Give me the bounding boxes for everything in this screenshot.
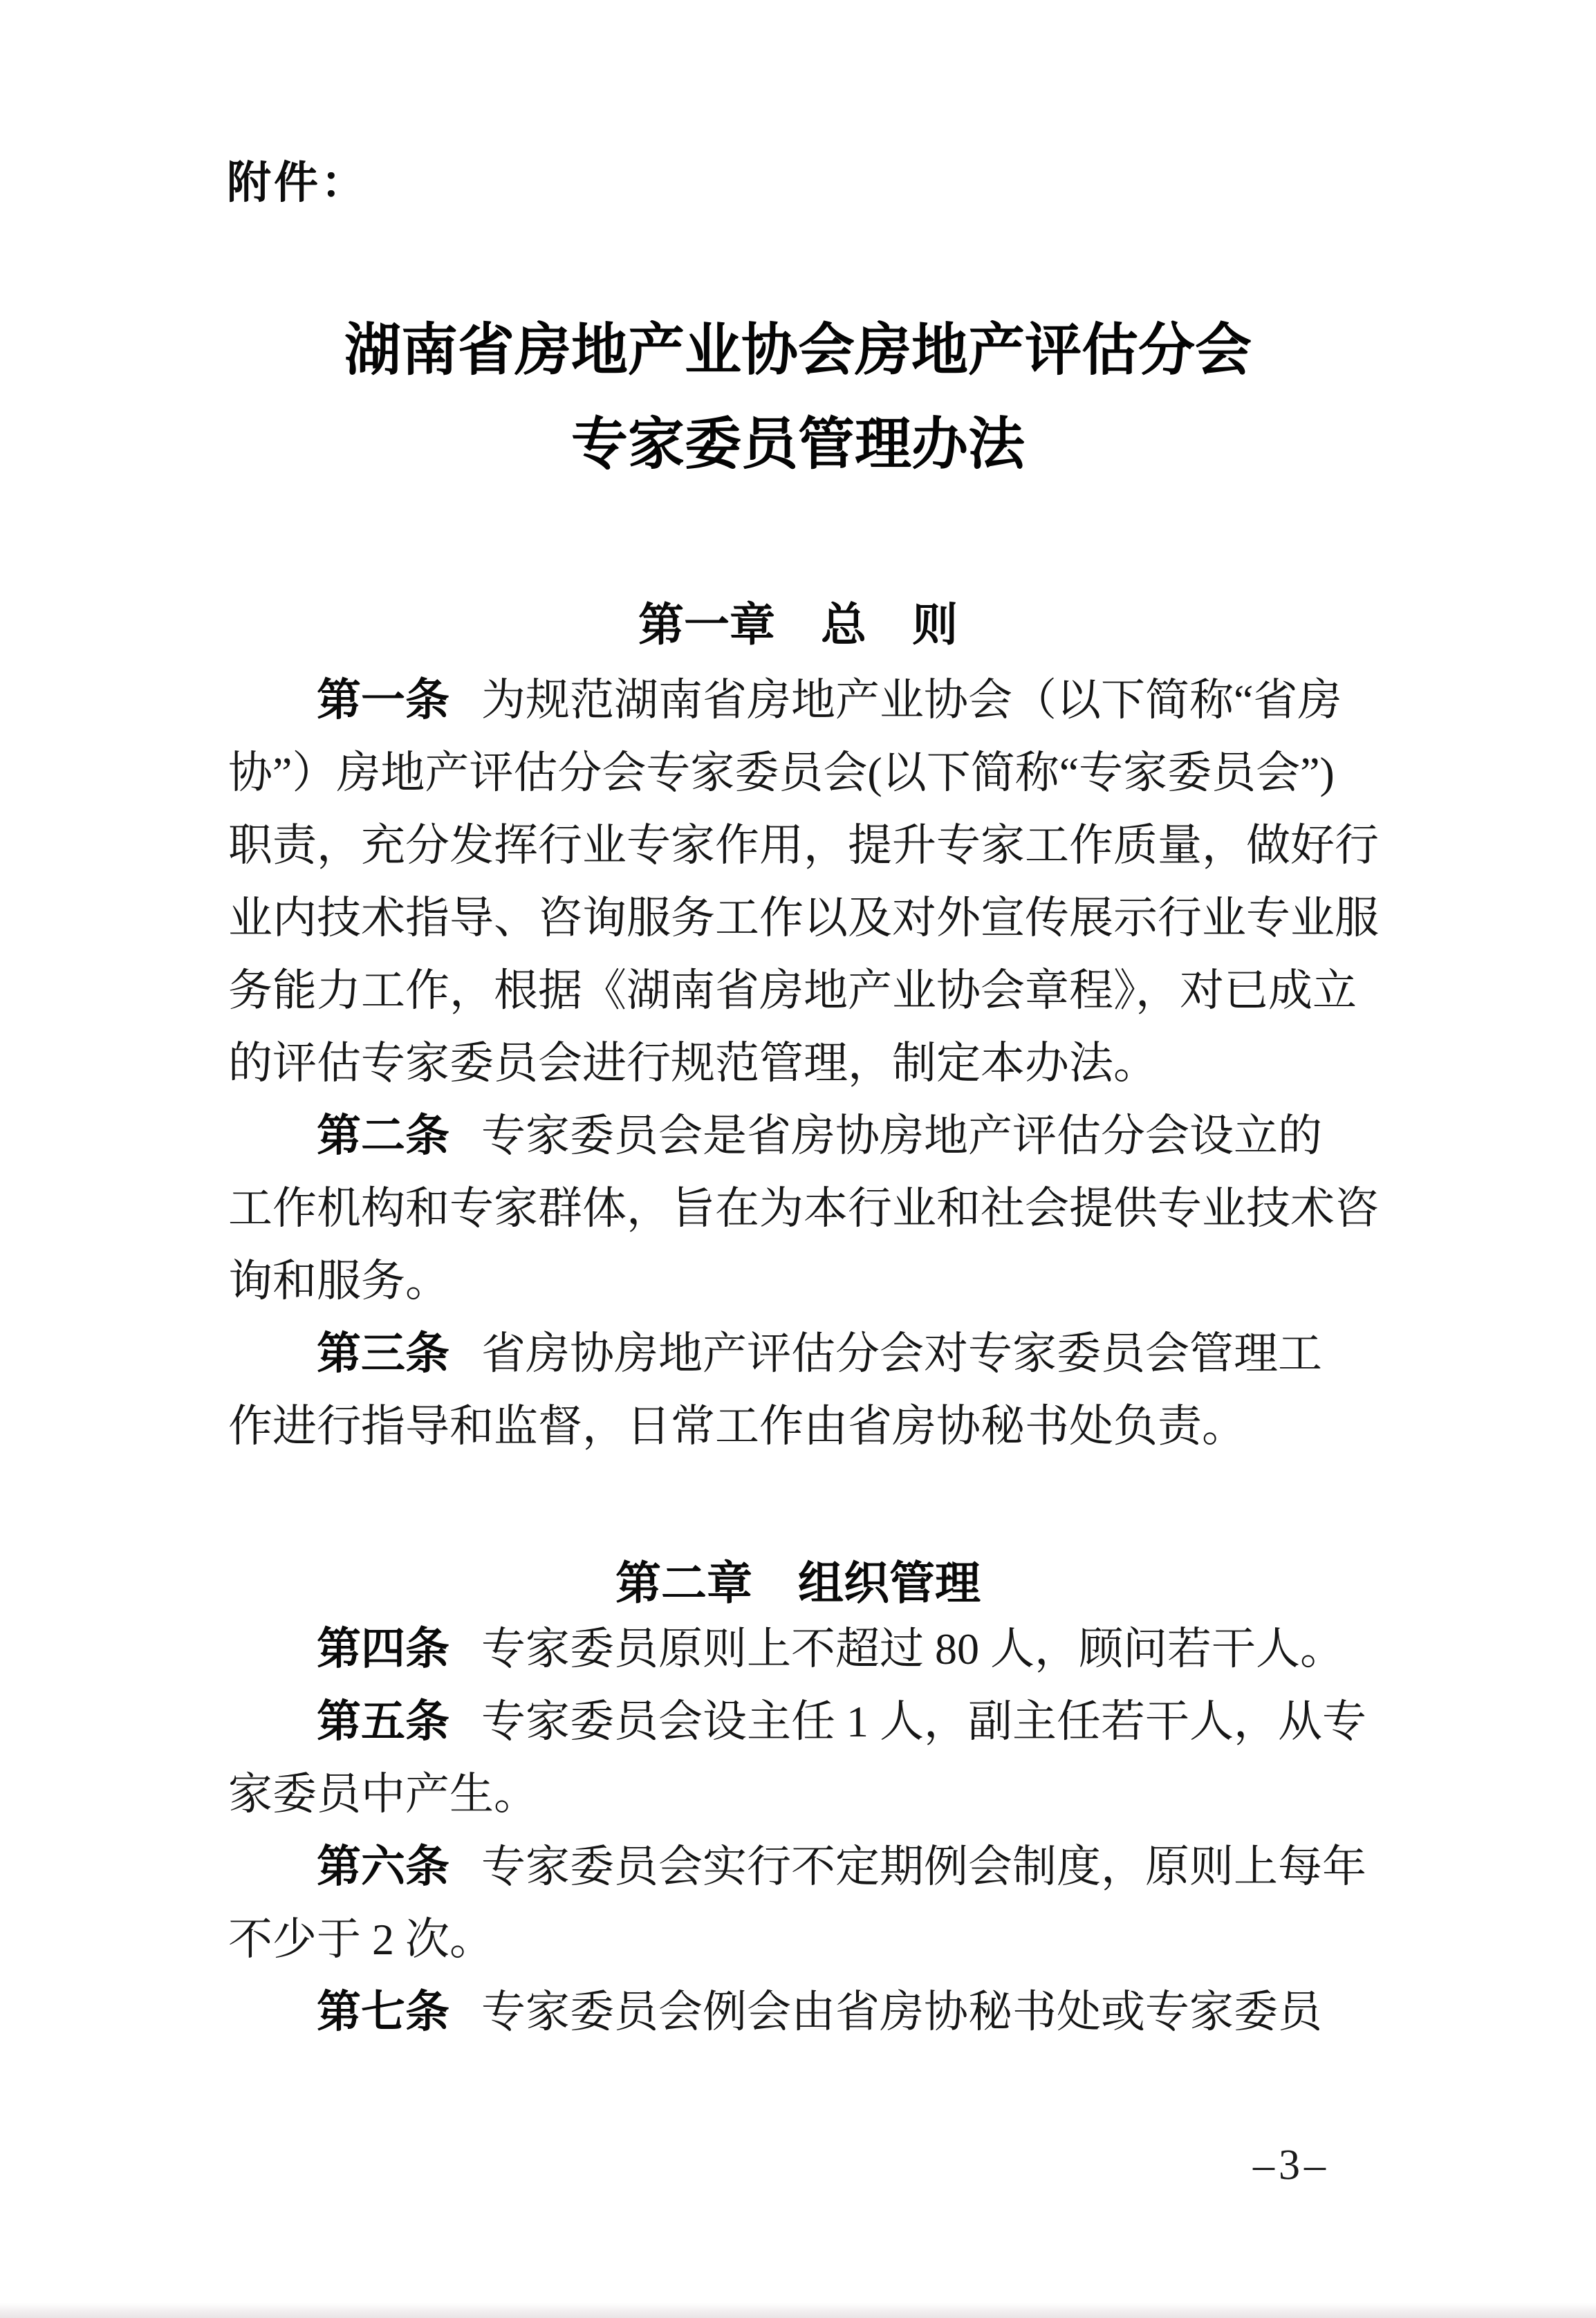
body-line-text: 专家委员会实行不定期例会制度，原则上每年 bbox=[481, 1842, 1366, 1891]
chapter-1-heading: 第一章 总 则 bbox=[638, 600, 958, 651]
article-number-label: 第二条 bbox=[317, 1111, 449, 1160]
body-line bbox=[228, 1172, 1379, 1245]
body-line-text: 专家委员原则上不超过 80 人，顾问若干人。 bbox=[481, 1624, 1344, 1673]
body-line-text: 为规范湖南省房地产业协会（以下简称“省房 bbox=[481, 676, 1342, 725]
body-line-text: 业内技术指导、咨询服务工作以及对外宣传展示行业专业服 bbox=[228, 893, 1379, 943]
body-line bbox=[228, 809, 1379, 882]
article-number-label: 第三条 bbox=[317, 1329, 449, 1378]
body-line bbox=[228, 1027, 1376, 1100]
article-number-label: 第六条 bbox=[317, 1842, 449, 1891]
body-line-text: 的评估专家委员会进行规范管理，制定本办法。 bbox=[228, 1039, 1158, 1088]
article-number-label: 第四条 bbox=[317, 1624, 449, 1673]
body-line-text: 专家委员会是省房协房地产评估分会设立的 bbox=[481, 1111, 1322, 1160]
body-line bbox=[228, 736, 1376, 809]
body-line-text: 询和服务。 bbox=[228, 1257, 449, 1306]
body-line-text: 作进行指导和监督，日常工作由省房协秘书处负责。 bbox=[228, 1402, 1246, 1451]
body-line bbox=[228, 954, 1376, 1027]
chapter-2-heading: 第二章 组织管理 bbox=[615, 1559, 981, 1609]
body-line-text: 务能力工作，根据《湖南省房地产业协会章程》，对已成立 bbox=[228, 966, 1357, 1015]
article-number-label: 第五条 bbox=[317, 1697, 449, 1746]
attachment-label: 附件： bbox=[227, 158, 368, 207]
body-line bbox=[228, 1758, 1376, 1830]
article-number-label: 第七条 bbox=[317, 1987, 449, 2037]
article-number-label: 第一条 bbox=[317, 676, 449, 725]
body-line bbox=[228, 1390, 1376, 1463]
body-line bbox=[228, 1317, 1376, 1390]
body-line-text: 职责，充分发挥行业专家作用，提升专家工作质量，做好行 bbox=[228, 821, 1379, 870]
body-line-text: 省房协房地产评估分会对专家委员会管理工 bbox=[481, 1329, 1322, 1378]
document-title-line-1: 湖南省房地产业协会房地产评估分会 bbox=[344, 319, 1252, 382]
body-line-text: 协”）房地产评估分会专家委员会(以下简称“专家委员会”) bbox=[228, 748, 1335, 797]
body-line bbox=[228, 664, 1376, 736]
body-line-text: 专家委员会例会由省房协秘书处或专家委员 bbox=[481, 1987, 1322, 2037]
body-line bbox=[228, 1830, 1376, 1903]
body-line bbox=[228, 1685, 1376, 1758]
page-number: –3– bbox=[1253, 2142, 1330, 2189]
body-line bbox=[228, 1245, 1376, 1317]
chapter-1-body bbox=[228, 664, 1379, 1463]
body-line-text: 工作机构和专家群体，旨在为本行业和社会提供专业技术咨 bbox=[228, 1184, 1379, 1233]
body-line-text: 家委员中产生。 bbox=[228, 1770, 538, 1819]
document-title-line-2: 专家委员管理办法 bbox=[570, 413, 1025, 476]
body-line-text: 专家委员会设主任 1 人，副主任若干人，从专 bbox=[481, 1697, 1366, 1746]
body-line-text: 不少于 2 次。 bbox=[228, 1915, 494, 1964]
scan-bottom-edge bbox=[0, 2303, 1596, 2318]
body-line bbox=[228, 1903, 1376, 1976]
body-line bbox=[228, 1613, 1376, 1685]
chapter-2-body bbox=[228, 1613, 1376, 2048]
body-line bbox=[228, 1976, 1376, 2048]
body-line bbox=[228, 882, 1379, 954]
body-line bbox=[228, 1100, 1376, 1172]
